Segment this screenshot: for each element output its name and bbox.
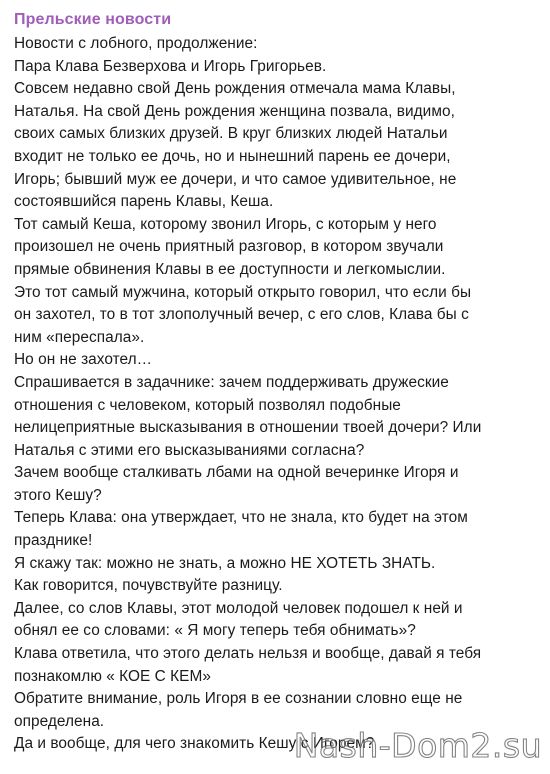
message-line: состоявшийся парень Клавы, Кеша. (14, 193, 274, 211)
message-line: Это тот самый мужчина, который открыто говорил, что если бы (14, 283, 472, 301)
message-line: нелицеприятные высказывания в отношении твоей дочери? Или (14, 419, 482, 437)
watermark: Nash-Dom2.su (293, 726, 542, 765)
message-line: Но он не захотел… (14, 351, 153, 369)
message-line: Тот самый Кеша, которому звонил Игорь, с которым у него (14, 215, 437, 233)
message-line: Клава ответила, что этого делать нельзя и вообще, давай я тебя (14, 645, 482, 663)
message-line: Пара Клава Безверхова и Игорь Григорьев. (14, 57, 327, 75)
message-line: отношения с человеком, который позволял подобные (14, 396, 401, 414)
message-line: произошел не очень приятный разговор, в котором звучали (14, 238, 444, 256)
message-line: прямые обвинения Клавы в ее доступности и легкомыслии. (14, 260, 446, 278)
channel-title[interactable]: Прельские новости (14, 11, 172, 28)
message-line: этого Кешу? (14, 486, 102, 504)
message-line: Новости с лобного, продолжение: (14, 35, 258, 52)
message-line: ним «переспала». (14, 328, 145, 346)
message-line: Наталья с этими его высказываниями согласна? (14, 441, 365, 459)
message-line: Да и вообще, для чего знакомить Кешу с Игорем? (14, 735, 375, 753)
message-line: определена. (14, 712, 105, 730)
message-line: познакомлю « КОЕ С КЕМ» (14, 667, 211, 685)
message-line: Я скажу так: можно не знать, а можно НЕ ХОТЕТЬ ЗНАТЬ. (14, 554, 436, 572)
message-line: обнял ее со словами: « Я могу теперь тебя обнимать»? (14, 622, 416, 640)
message-line: Как говорится, почувствуйте разницу. (14, 577, 283, 595)
message-text (14, 33, 544, 756)
message-post (14, 10, 544, 756)
message-line: Зачем вообще сталкивать лбами на одной вечеринке Игоря и (14, 464, 459, 482)
message-line: Совсем недавно свой День рождения отмечала мама Клавы, (14, 80, 456, 98)
message-line: Игорь; бывший муж ее дочери, и что самое удивительное, не (14, 170, 457, 188)
message-line: Спрашивается в задачнике: зачем поддерживать дружеские (14, 373, 449, 391)
message-line: своих самых близких друзей. В круг близких людей Натальи (14, 125, 448, 143)
message-line: Обратите внимание, роль Игоря в ее сознании словно еще не (14, 690, 463, 708)
message-line: он захотел, то в тот злополучный вечер, с его слов, Клава бы с (14, 306, 469, 324)
message-line: Далее, со слов Клавы, этот молодой человек подошел к ней и (14, 599, 463, 617)
message-line: входит не только ее дочь, но и нынешний парень ее дочери, (14, 147, 451, 165)
message-line: Наталья. На свой День рождения женщина позвала, видимо, (14, 102, 455, 120)
message-line: Теперь Клава: она утверждает, что не знала, кто будет на этом (14, 509, 468, 527)
message-line: празднике! (14, 532, 93, 550)
